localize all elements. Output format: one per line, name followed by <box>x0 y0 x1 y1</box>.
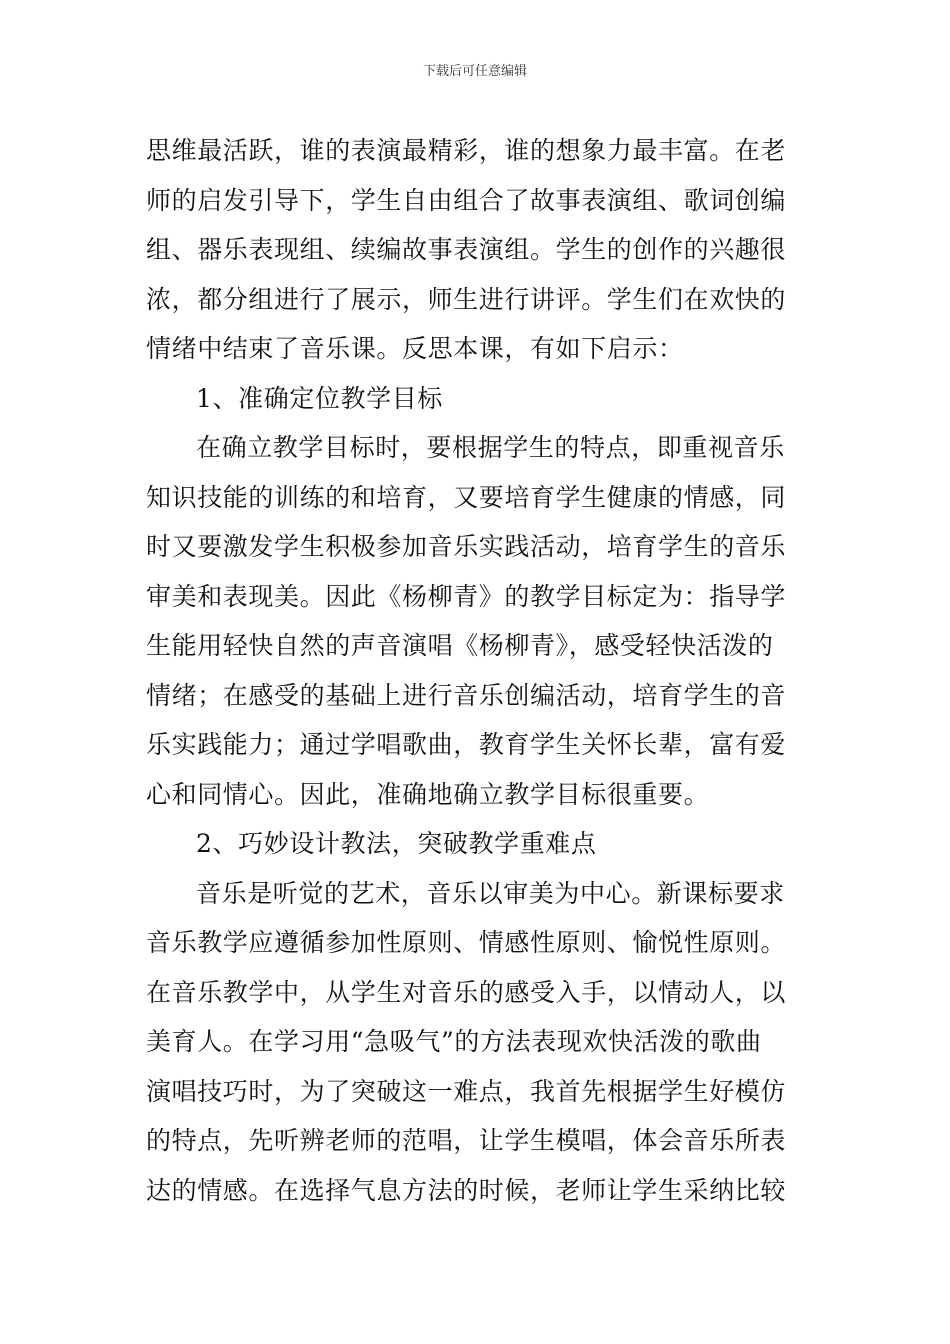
text-line: 乐实践能力；通过学唱歌曲，教育学生关怀长辈，富有爱 <box>146 730 787 759</box>
text-line: 组、器乐表现组、续编故事表演组。学生的创作的兴趣很 <box>146 235 787 264</box>
text-line: 审美和表现美。因此《杨柳青》的教学目标定为：指导学 <box>146 581 787 611</box>
text-line: 达的情感。在选择气息方法的时候，老师让学生采纳比较 <box>146 1175 787 1205</box>
text-line: 时又要激发学生积极参加音乐实践活动，培育学生的音乐 <box>146 532 787 561</box>
text-line: 生能用轻快自然的声音演唱《杨柳青》，感受轻快活泼的 <box>146 631 774 660</box>
paragraph-first-line: 音乐是听觉的艺术，音乐以审美为中心。新课标要求 <box>196 878 785 908</box>
body-text <box>146 126 806 1215</box>
text-line: 心和同情心。因此，准确地确立教学目标很重要。 <box>146 779 710 809</box>
text-line: 的特点，先听辨老师的范唱，让学生模唱，体会音乐所表 <box>146 1126 787 1155</box>
text-line: 知识技能的训练的和培育，又要培育学生健康的情感，同 <box>146 482 787 512</box>
text-line: 在音乐教学中，从学生对音乐的感受入手，以情动人，以 <box>146 977 787 1007</box>
text-line: 浓，都分组进行了展示，师生进行讲评。学生们在欢快的 <box>146 284 787 314</box>
text-line: 情绪；在感受的基础上进行音乐创编活动，培育学生的音 <box>146 680 787 710</box>
section-heading: 2、巧妙设计教法，突破教学重难点 <box>196 829 597 858</box>
text-line: 情绪中结束了音乐课。反思本课，有如下启示： <box>146 334 684 363</box>
text-line: 美育人。在学习用“急吸气”的方法表现欢快活泼的歌曲 <box>146 1027 762 1056</box>
text-line: 音乐教学应遵循参加性原则、情感性原则、愉悦性原则。 <box>146 928 787 957</box>
text-line: 演唱技巧时，为了突破这一难点，我首先根据学生好模仿 <box>146 1076 787 1106</box>
section-heading: 1、准确定位教学目标 <box>196 383 443 413</box>
paragraph-first-line: 在确立教学目标时，要根据学生的特点，即重视音乐 <box>196 433 785 462</box>
page-header: 下载后可任意编辑 <box>422 64 527 79</box>
text-line: 师的启发引导下，学生自由组合了故事表演组、歌词创编 <box>146 185 787 215</box>
text-line: 思维最活跃，谁的表演最精彩，谁的想象力最丰富。在老 <box>146 136 787 165</box>
